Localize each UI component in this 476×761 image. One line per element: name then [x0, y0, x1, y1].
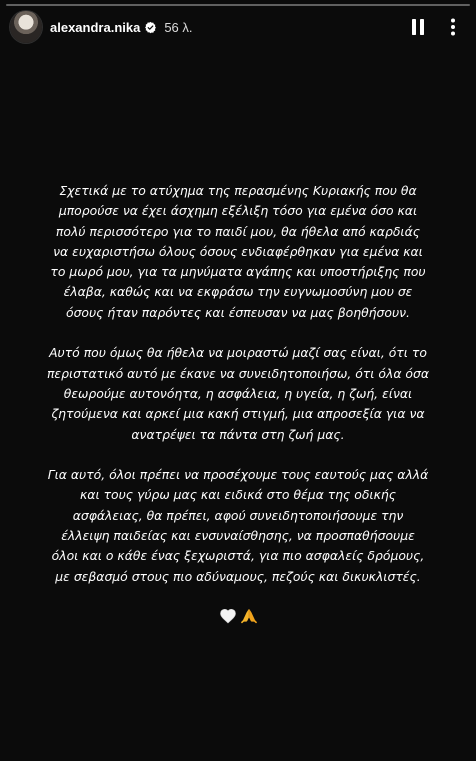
pause-button[interactable] [409, 18, 427, 36]
story-paragraph-1: Σχετικά με το ατύχημα της περασμένης Κυριακής που θα μπορούσε να έχει άσχημη εξέλιξη τόσο για εμένα όσο και πολύ περισσότερο για το παιδί μου, θα ήθελα από καρδιάς να ευχαριστήσω όλους όσους ενδιαφέρθηκαν για εμένα και το μωρό μου, για τα μηνύματα αγάπης και υποστήριξης που έλαβα, καθώς και να εκφράσω την ευγνωμοσύνη μου σε όσους ήταν παρόντες και έσπευσαν να μας βοηθήσουν. [50, 183, 426, 320]
story-paragraph-3: Για αυτό, όλοι πρέπει να προσέχουμε τους εαυτούς μας αλλά και τους γύρω μας και ειδικά στο θέμα της οδικής ασφάλειας, θα πρέπει, αφού συνειδητοποιήσουμε την έλλειψη παιδείας και ενσυναίσθησης, να προσπαθήσουμε όλοι και ο κάθε ένας ξεχωριστά, για πιο ασφαλείς δρόμους, με σεβασμό στους πιο αδύναμους, πεζούς και δικυκλιστές. [47, 467, 429, 584]
story-paragraph-2: Αυτό που όμως θα ήθελα να μοιραστώ μαζί σας είναι, ότι το περιστατικό αυτό με έκανε να συνειδητοποιήσω, ότι όλα όσα θεωρούμε αυτονόητα, η ασφάλεια, η υγεία, η ζωή, είναι ζητούμενα και αρκεί μια κακή στιγμή, μια απροσεξία για να ανατρέψει τα πάντα στη ζωή μας. [46, 345, 430, 442]
more-vertical-icon [450, 18, 456, 36]
verified-badge-icon [144, 21, 157, 34]
more-options-button[interactable] [444, 18, 462, 36]
story-header [0, 10, 476, 44]
story-progress-bar [6, 4, 470, 6]
story-timestamp: 56 λ. [164, 19, 193, 35]
emoji-line [10, 607, 466, 625]
folded-hands-icon [240, 607, 258, 625]
white-heart-icon [219, 607, 237, 625]
username[interactable]: alexandra.nika [50, 19, 141, 35]
profile-avatar[interactable] [10, 11, 42, 43]
story-text [10, 181, 466, 625]
pause-icon [411, 19, 425, 35]
